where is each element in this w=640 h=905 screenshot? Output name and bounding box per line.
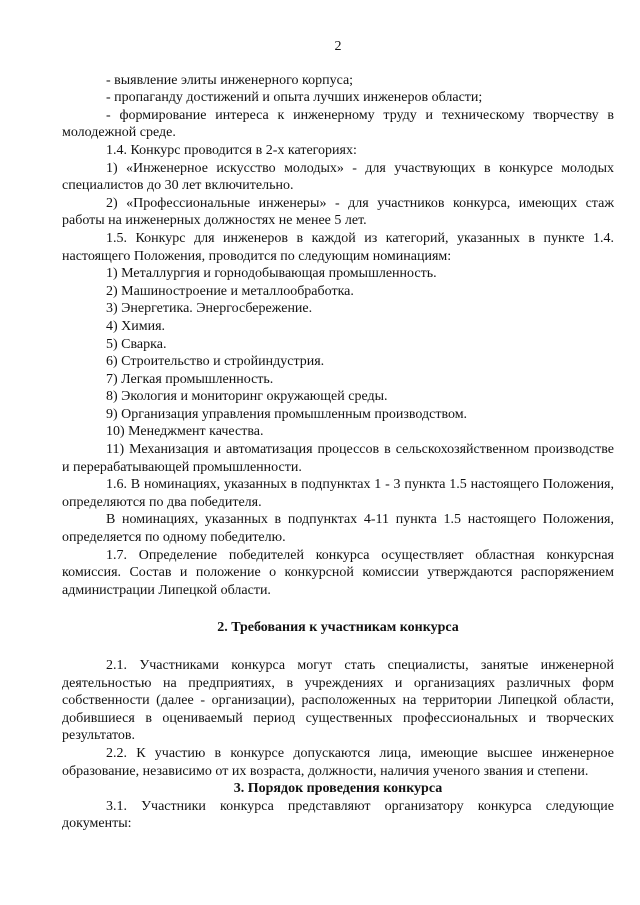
paragraph-1-6: 1.6. В номинациях, указанных в подпунктах 1 - 3 пункта 1.5 настоящего Положения, определяются по два победителя. — [62, 477, 614, 510]
paragraph-1-7: 1.7. Определение победителей конкурса осуществляет областная конкурсная комиссия. Состав и положение о конкурсной комиссии утверждаются распоряжением администрации Липецкой области. — [62, 547, 614, 598]
nomination-item: 9) Организация управления промышленным производством. — [106, 406, 468, 422]
intro-list-item: - формирование интереса к инженерному труду и техническому творчеству в молодежной среде. — [62, 107, 614, 141]
paragraph-1-4-category-2: 2) «Профессиональные инженеры» - для участников конкурса, имеющих стаж работы на инженерных должностях не менее 5 лет. — [62, 195, 614, 229]
paragraph-3-1: 3.1. Участники конкурса представляют организатору конкурса следующие документы: — [62, 798, 614, 832]
paragraph-1-5: 1.5. Конкурс для инженеров в каждой из категорий, указанных в пункте 1.4. настоящего Положения, проводится по следующим номинациям: — [62, 230, 614, 264]
nomination-item: 10) Менеджмент качества. — [106, 424, 264, 440]
nomination-item: 8) Экология и мониторинг окружающей среды. — [106, 389, 388, 405]
section-2-heading: 2. Требования к участникам конкурса — [217, 620, 459, 636]
paragraph-1-6-continued: В номинациях, указанных в подпунктах 4-11 пункта 1.5 настоящего Положения, определяется по одному победителю. — [62, 512, 614, 546]
section-3-heading: 3. Порядок проведения конкурса — [233, 781, 443, 797]
intro-list-item: - выявление элиты инженерного корпуса; — [106, 72, 354, 88]
nomination-item: 7) Легкая промышленность. — [106, 371, 274, 387]
paragraph-2-2: 2.2. К участию в конкурсе допускаются лица, имеющие высшее инженерное образование, независимо от их возраста, должности, наличия ученого звания и степени. — [62, 745, 614, 779]
nomination-item: 3) Энергетика. Энергосбережение. — [106, 301, 313, 317]
nomination-item: 1) Металлургия и горнодобывающая промышленность. — [106, 266, 437, 282]
nomination-item: 5) Сварка. — [106, 336, 167, 352]
paragraph-2-1: 2.1. Участниками конкурса могут стать специалисты, занятые инженерной деятельностью на предприятиях, в учреждениях и организациях различных форм собственности (далее - организации), расположенных на территории Липецкой области, добившиеся в оцениваемый период существенных профессиональных и творческих результатов. — [62, 658, 614, 744]
paragraph-1-4: 1.4. Конкурс проводится в 2-х категориях: — [106, 142, 357, 158]
nomination-item: 11) Механизация и автоматизация процессов в сельскохозяйственном производстве и перерабатывающей промышленности. — [62, 442, 614, 475]
nomination-item: 2) Машиностроение и металлообработка. — [106, 283, 354, 299]
intro-list-item: - пропаганду достижений и опыта лучших инженеров области; — [106, 90, 483, 106]
nomination-item: 6) Строительство и стройиндустрия. — [106, 354, 325, 370]
nomination-item: 4) Химия. — [106, 318, 166, 334]
page-number: 2 — [334, 39, 342, 54]
paragraph-1-4-category-1: 1) «Инженерное искусство молодых» - для участвующих в конкурсе молодых специалистов до 30 лет включительно. — [62, 160, 614, 194]
